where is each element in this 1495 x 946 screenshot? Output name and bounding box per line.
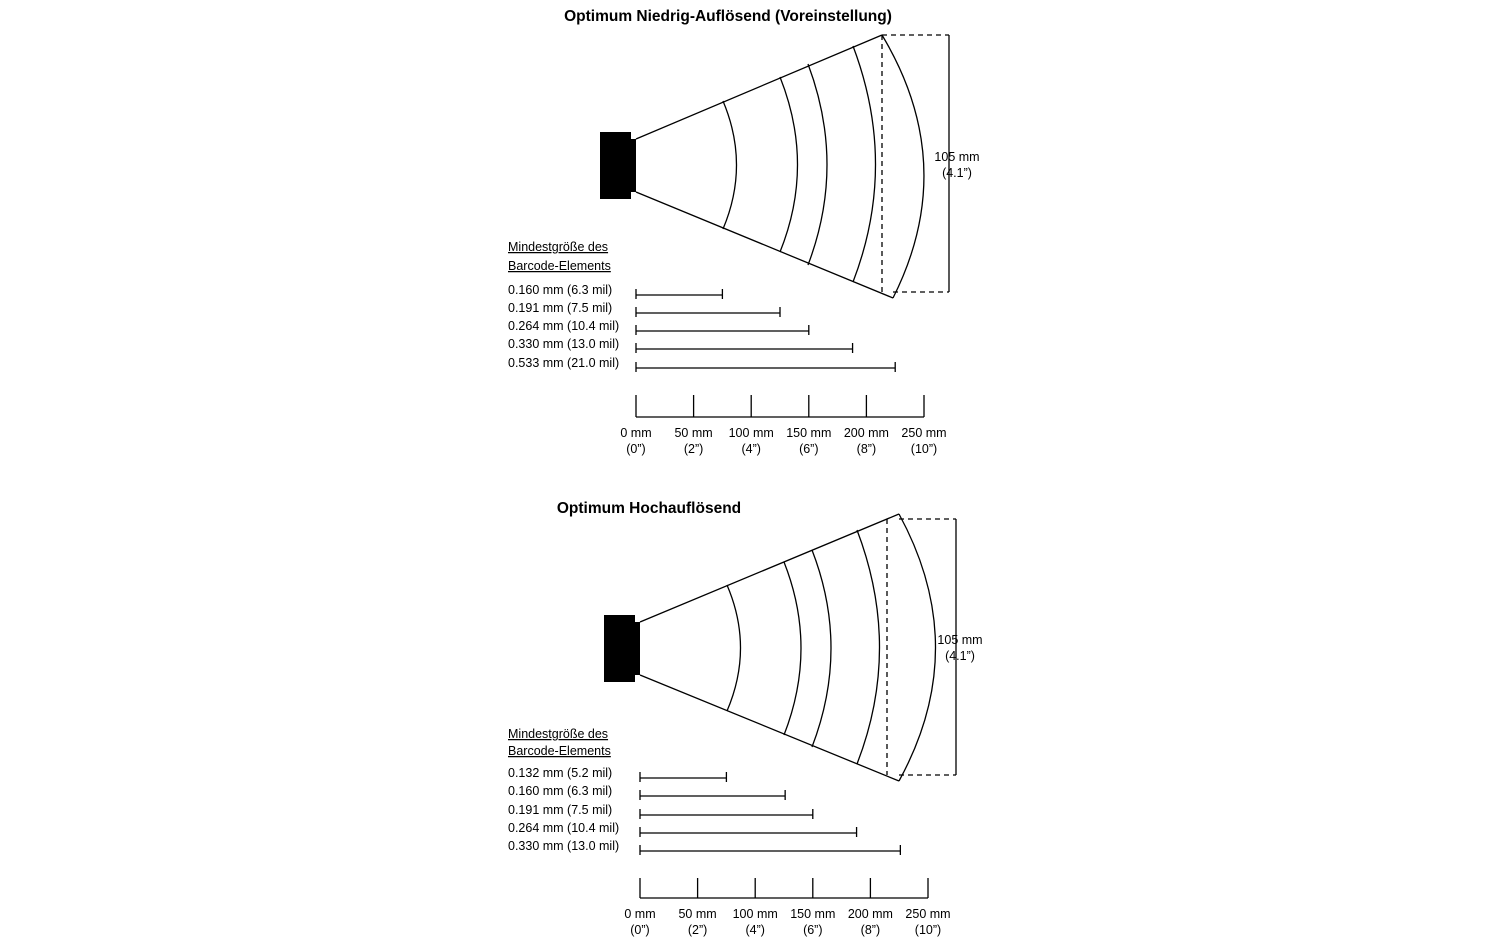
axis-tick-label: 250 mm xyxy=(901,426,947,440)
min-size-header: Barcode-Elements xyxy=(508,744,611,758)
range-arc xyxy=(812,550,831,747)
axis-tick-sublabel: (2”) xyxy=(683,442,704,456)
range-label: 0.191 mm (7.5 mil) xyxy=(508,803,613,817)
range-label: 0.160 mm (6.3 mil) xyxy=(508,784,613,798)
diagram-low-resolution xyxy=(508,8,980,456)
range-bars xyxy=(508,766,900,855)
axis-tick-sublabel: (6”) xyxy=(799,442,819,456)
scanner-body xyxy=(604,615,635,682)
distance-axis xyxy=(620,395,946,456)
distance-axis xyxy=(624,878,950,937)
min-size-header: Mindestgröße des xyxy=(508,727,609,741)
range-label: 0.264 mm (10.4 mil) xyxy=(508,821,620,835)
axis-tick-sublabel: (4”) xyxy=(745,923,765,937)
range-arc xyxy=(857,530,880,764)
field-top-edge xyxy=(636,35,882,139)
scanner-window xyxy=(633,622,640,675)
axis-tick-label: 50 mm xyxy=(674,426,713,440)
range-arc xyxy=(727,585,741,711)
axis-tick-label: 100 mm xyxy=(732,907,778,921)
min-size-header: Barcode-Elements xyxy=(508,259,611,273)
axis-tick-label: 0 mm xyxy=(624,907,656,921)
range-label: 0.330 mm (13.0 mil) xyxy=(508,337,620,351)
axis-tick-sublabel: (8”) xyxy=(860,923,881,937)
height-label-inch: (4.1”) xyxy=(945,649,975,663)
scanner-body xyxy=(600,132,631,199)
axis-tick-label: 150 mm xyxy=(790,907,836,921)
range-arc-outer xyxy=(899,514,936,781)
axis-tick-sublabel: (6”) xyxy=(803,923,823,937)
axis-tick-sublabel: (8”) xyxy=(856,442,877,456)
axis-tick-sublabel: (0”) xyxy=(630,923,650,937)
range-arc xyxy=(723,101,737,229)
range-arc xyxy=(853,46,876,282)
range-bars xyxy=(508,283,895,372)
field-top-edge xyxy=(640,514,899,622)
range-label: 0.264 mm (10.4 mil) xyxy=(508,319,620,333)
range-label: 0.160 mm (6.3 mil) xyxy=(508,283,613,297)
axis-tick-label: 200 mm xyxy=(843,426,889,440)
scan-field xyxy=(636,35,949,298)
field-bottom-edge xyxy=(636,192,893,298)
range-arc xyxy=(808,64,827,265)
range-arc xyxy=(784,562,801,735)
min-size-header: Mindestgröße des xyxy=(508,240,609,254)
height-label: 105 mm xyxy=(934,150,980,164)
axis-tick-label: 150 mm xyxy=(786,426,832,440)
height-label: 105 mm xyxy=(937,633,983,647)
diagram-high-resolution xyxy=(508,500,983,937)
axis-tick-sublabel: (0”) xyxy=(626,442,646,456)
axis-tick-label: 50 mm xyxy=(678,907,717,921)
axis-tick-sublabel: (10”) xyxy=(914,923,942,937)
range-arc xyxy=(780,77,798,252)
axis-tick-label: 100 mm xyxy=(728,426,774,440)
axis-tick-label: 250 mm xyxy=(905,907,951,921)
range-arc-outer xyxy=(882,35,924,298)
axis-tick-label: 0 mm xyxy=(620,426,652,440)
axis-tick-sublabel: (4”) xyxy=(741,442,761,456)
scanner-window xyxy=(629,139,636,192)
scan-field xyxy=(640,514,956,781)
field-bottom-edge xyxy=(640,675,899,781)
height-label-inch: (4.1”) xyxy=(942,166,972,180)
axis-tick-label: 200 mm xyxy=(847,907,893,921)
range-label: 0.191 mm (7.5 mil) xyxy=(508,301,613,315)
range-label: 0.132 mm (5.2 mil) xyxy=(508,766,613,780)
range-label: 0.533 mm (21.0 mil) xyxy=(508,356,620,370)
diagram-title: Optimum Niedrig-Auflösend (Voreinstellung) xyxy=(564,8,892,25)
axis-tick-sublabel: (2”) xyxy=(687,923,708,937)
diagram-title: Optimum Hochauflösend xyxy=(556,500,742,517)
axis-tick-sublabel: (10”) xyxy=(910,442,938,456)
range-label: 0.330 mm (13.0 mil) xyxy=(508,839,620,853)
